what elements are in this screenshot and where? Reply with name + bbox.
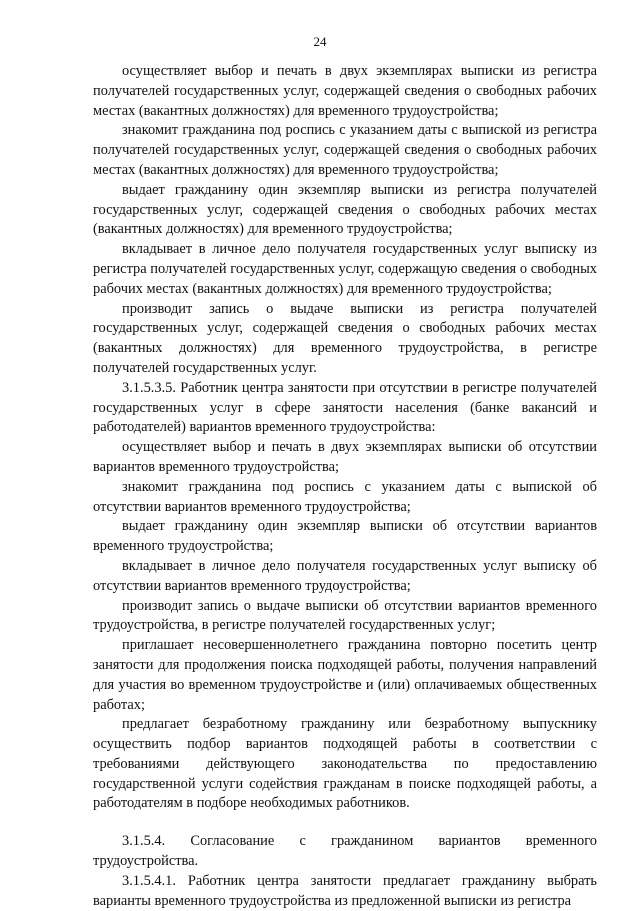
section-paragraph-3-1-5-4-1: 3.1.5.4.1. Работник центра занятости предлагает гражданину выбрать варианты временного трудоустройства из предложенной выписки из регистра xyxy=(93,872,597,909)
document-body xyxy=(93,62,597,911)
page-number: 24 xyxy=(313,34,327,49)
section-heading-3-1-5-4: 3.1.5.4. Согласование с гражданином вариантов временного трудоустройства. xyxy=(93,833,597,870)
paragraph: знакомит гражданина под роспись с указанием даты с выпиской об отсутствии вариантов временного трудоустройства; xyxy=(93,478,597,515)
paragraph: выдает гражданину один экземпляр выписки из регистра получателей государственных услуг, содержащей сведения о свободных рабочих местах (вакантных должностях) для временного трудоустройства; xyxy=(93,181,597,238)
paragraph: знакомит гражданина под роспись с указанием даты с выпиской из регистра получателей государственных услуг, содержащей сведения о свободных рабочих местах (вакантных должностях) для временного трудоустройства; xyxy=(93,122,597,178)
paragraph: вкладывает в личное дело получателя государственных услуг выписку об отсутствии вариантов временного трудоустройства; xyxy=(93,557,597,594)
paragraph: приглашает несовершеннолетнего гражданина повторно посетить центр занятости для продолжения поиска подходящей работы, получения направлений для участия во временном трудоустройстве и (или) оплачиваемых общественных работах; xyxy=(93,637,597,713)
paragraph: осуществляет выбор и печать в двух экземплярах выписки из регистра получателей государственных услуг, содержащей сведения о свободных рабочих местах (вакантных должностях) для временного трудоустройства; xyxy=(93,63,597,119)
paragraph: вкладывает в личное дело получателя государственных услуг выписку из регистра получателей государственных услуг, содержащую сведения о свободных рабочих местах (вакантных должностях) для временного трудоустройства; xyxy=(93,241,597,297)
paragraph: осуществляет выбор и печать в двух экземплярах выписки об отсутствии вариантов временного трудоустройства; xyxy=(93,439,597,475)
paragraph: выдает гражданину один экземпляр выписки об отсутствии вариантов временного трудоустройства; xyxy=(93,518,597,555)
section-paragraph-3-1-5-3-5: 3.1.5.3.5. Работник центра занятости при отсутствии в регистре получателей государственных услуг в сфере занятости населения (банке вакансий и работодателей) вариантов временного трудоустройства: xyxy=(93,379,597,436)
paragraph: производит запись о выдаче выписки из регистра получателей государственных услуг, содержащей сведения о свободных рабочих местах (вакантных должностях) для временного трудоустройства, в регистре получателей государственных услуг. xyxy=(93,300,597,376)
paragraph: предлагает безработному гражданину или безработному выпускнику осуществить подбор вариантов подходящей работы в соответствии с требованиями действующего законодательства по предоставлению государственной услуги содействия гражданам в поиске подходящей работы, а работодателям в подборе необходимых работников. xyxy=(93,716,597,812)
paragraph: производит запись о выдаче выписки об отсутствии вариантов временного трудоустройства, в регистре получателей государственных услуг; xyxy=(93,597,597,634)
